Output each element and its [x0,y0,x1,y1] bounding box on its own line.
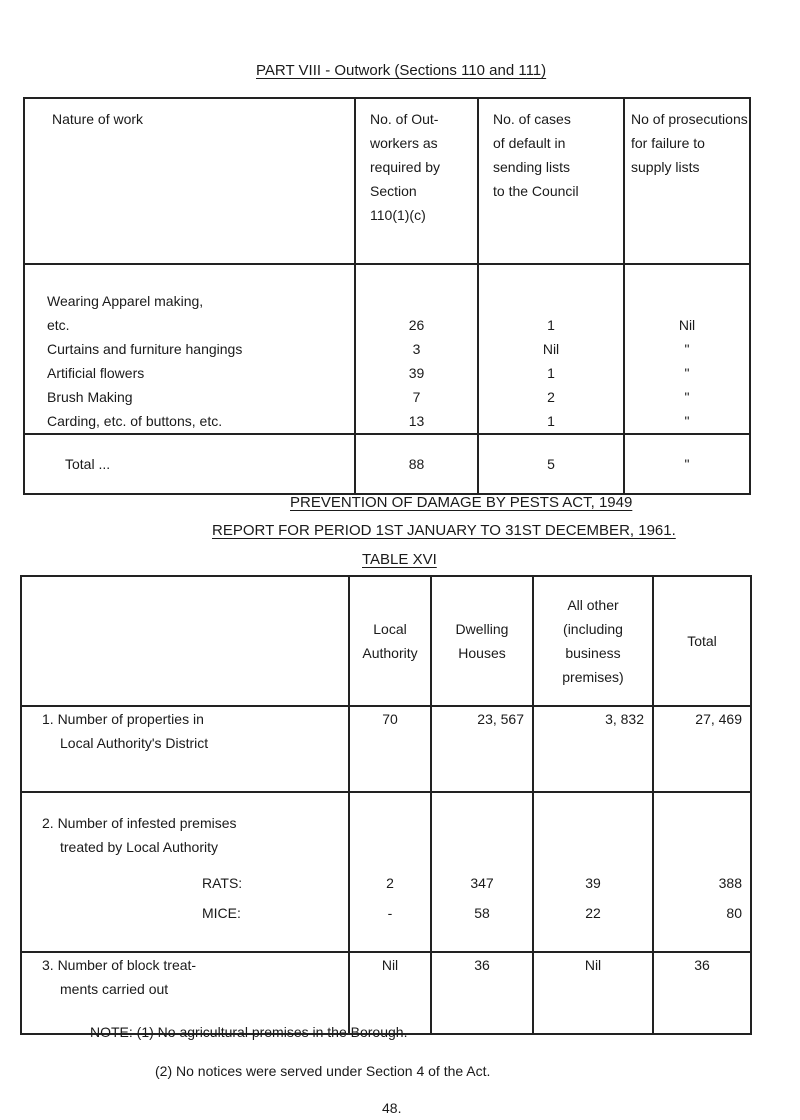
outwork-table [23,97,751,495]
infested-all-other: 39 22 [533,792,653,952]
work-label: Carding, etc. of buttons, etc. [47,413,223,429]
infested-dwelling-houses: 347 58 [431,792,533,952]
note-2: (2) No notices were served under Section 4 of the Act. [155,1063,491,1079]
work-label: etc. [47,317,70,333]
properties-total: 27, 469 [653,706,751,792]
page-number: 48. [382,1100,402,1116]
properties-label: 1. Number of properties in Local Authority's District [21,706,349,792]
outwork-total-row [24,434,750,494]
total-defaults: 5 [478,434,624,494]
properties-local-authority: 70 [349,706,431,792]
header-local-authority: Local Authority [349,576,431,706]
work-label: Wearing Apparel making, [47,293,204,309]
header-all-other: All other (including business premises) [533,576,653,706]
header-blank [21,576,349,706]
header-prosecutions: No of prosecutions for failure to supply lists [624,98,750,264]
outworkers-column: 26 3 39 7 13 [355,264,478,434]
work-label: Curtains and furniture hangings [47,341,243,357]
total-label: Total ... [24,434,355,494]
infested-local-authority: 2 - [349,792,431,952]
total-outworkers: 88 [355,434,478,494]
part-heading: PART VIII - Outwork (Sections 110 and 111) [256,62,547,79]
block-local-authority: Nil [349,952,431,1034]
pests-act-heading: PREVENTION OF DAMAGE BY PESTS ACT, 1949 [290,494,633,511]
work-label: Brush Making [47,389,133,405]
table-title: TABLE XVI [362,551,437,568]
header-nature-of-work: Nature of work [24,98,355,264]
block-dwelling-houses: 36 [431,952,533,1034]
note-1: NOTE: (1) No agricultural premises in the Borough. [90,1024,408,1040]
header-default-cases: No. of cases of default in sending lists to the Council [478,98,624,264]
total-prosecutions: " [624,434,750,494]
report-period-heading: REPORT FOR PERIOD 1ST JANUARY TO 31ST DECEMBER, 1961. [212,522,676,539]
work-column [24,264,355,434]
row-infested [21,792,751,952]
prosecutions-column: Nil " " " " [624,264,750,434]
pests-header-row [21,576,751,706]
infested-label: 2. Number of infested premises treated by Local Authority RATS: MICE: [21,792,349,952]
block-all-other: Nil [533,952,653,1034]
properties-dwelling-houses: 23, 567 [431,706,533,792]
row-block-treatments [21,952,751,1034]
outwork-data-row [24,264,750,434]
header-total: Total [653,576,751,706]
row-properties [21,706,751,792]
work-label: Artificial flowers [47,365,145,381]
pests-table [20,575,752,1035]
mice-label: MICE: [202,905,241,921]
infested-total: 388 80 [653,792,751,952]
block-treatments-label: 3. Number of block treat- ments carried out [21,952,349,1034]
block-total: 36 [653,952,751,1034]
outwork-header-row [24,98,750,264]
rats-label: RATS: [202,875,243,891]
header-dwelling-houses: Dwelling Houses [431,576,533,706]
header-outworkers: No. of Out- workers as required by Section 110(1)(c) [355,98,478,264]
defaults-column: 1 Nil 1 2 1 [478,264,624,434]
properties-all-other: 3, 832 [533,706,653,792]
